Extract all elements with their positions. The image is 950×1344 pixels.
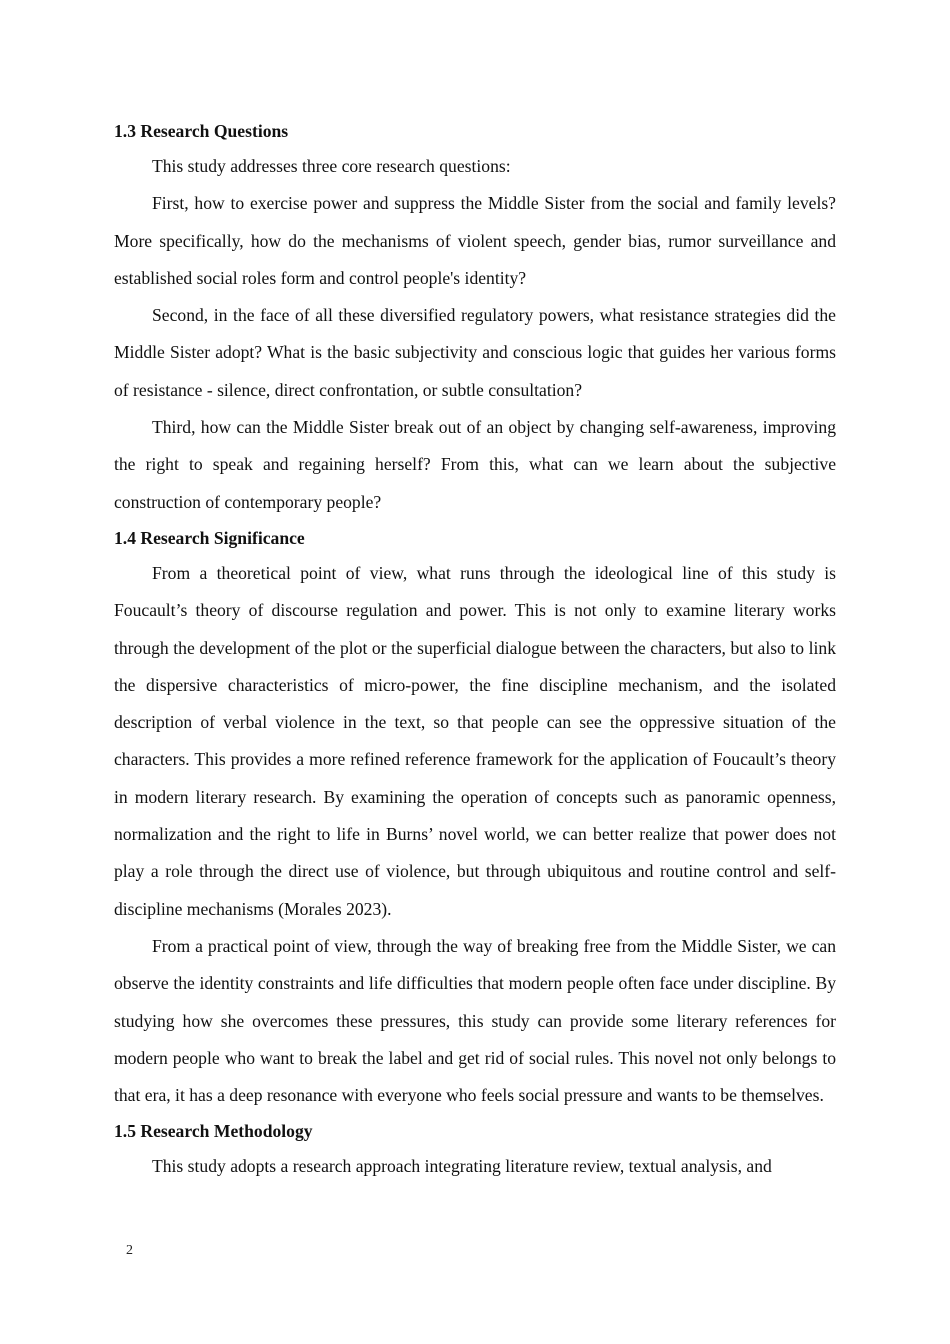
document-body: [114, 116, 836, 1186]
paragraph: First, how to exercise power and suppress the Middle Sister from the social and family levels? More specifically, how do the mechanisms of violent speech, gender bias, rumor surveillance and established social roles form and control people's identity?: [114, 193, 836, 288]
paragraph: From a theoretical point of view, what runs through the ideological line of this study is Foucault’s theory of discourse regulation and power. This is not only to examine literary works through the development of the plot or the superficial dialogue between the characters, but also to link the dispersive characteristics of micro-power, the fine discipline mechanism, and the isolated description of verbal violence in the text, so that people can see the oppressive situation of the characters. This provides a more refined reference framework for the application of Foucault’s theory in modern literary research. By examining the operation of concepts such as panoramic openness, normalization and the right to life in Burns’ novel world, we can better realize that power does not play a role through the direct use of violence, but through ubiquitous and routine control and self-discipline mechanisms (Morales 2023).: [114, 562, 836, 919]
section-heading-research-significance: 1.4 Research Significance: [114, 527, 305, 548]
paragraph: This study adopts a research approach integrating literature review, textual analysis, and: [152, 1156, 772, 1177]
section-heading-research-methodology: 1.5 Research Methodology: [114, 1121, 313, 1142]
paragraph: This study addresses three core research questions:: [152, 156, 511, 176]
paragraph: From a practical point of view, through the way of breaking free from the Middle Sister, we can observe the identity constraints and life difficulties that modern people often face under discipline. By studying how she overcomes these pressures, this study can provide some literary references for modern people who want to break the label and get rid of social rules. This novel not only belongs to that era, it has a deep resonance with everyone who feels social pressure and wants to be themselves.: [114, 935, 836, 1106]
page-number: 2: [126, 1243, 133, 1258]
paragraph: Second, in the face of all these diversified regulatory powers, what resistance strategies did the Middle Sister adopt? What is the basic subjectivity and conscious logic that guides her various forms of resistance - silence, direct confrontation, or subtle consultation?: [114, 305, 836, 400]
section-heading-research-questions: 1.3 Research Questions: [114, 121, 289, 141]
paragraph: Third, how can the Middle Sister break out of an object by changing self-awareness, improving the right to speak and regaining herself? From this, what can we learn about the subjective construction of contemporary people?: [114, 417, 836, 512]
